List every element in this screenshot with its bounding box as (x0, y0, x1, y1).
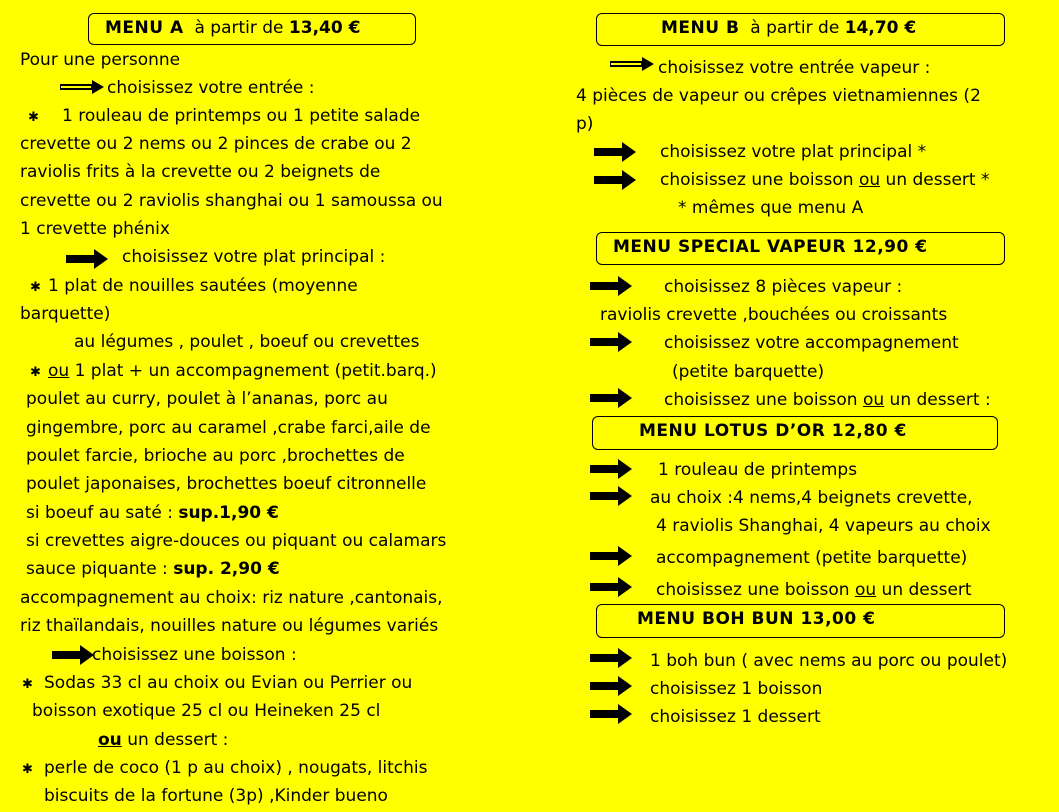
menu-b-starter-line: 4 pièces de vapeur ou crêpes vietnamiennes (2 (576, 86, 981, 106)
menu-a-drink-line: Sodas 33 cl au choix ou Evian ou Perrier ou (44, 673, 413, 693)
menu-a-dish-line: gingembre, porc au caramel ,crabe farci,aile de (26, 418, 431, 438)
menu-b-choose-drink: choisissez une boisson ou un dessert * (660, 170, 990, 190)
asterisk-bullet-icon: ✱ (30, 280, 41, 295)
menu-a-side-line: riz thaïlandais, nouilles nature ou légumes variés (20, 616, 439, 636)
menu-a-or-dessert: ou un dessert : (98, 730, 229, 750)
menu-a-main-line: 1 plat de nouilles sautées (moyenne (48, 276, 358, 296)
menu-a-dessert-line: biscuits de la fortune (3p) ,Kinder bueno (44, 786, 388, 806)
menu-a-main-or-line: ou 1 plat + un accompagnement (petit.barq.) (48, 361, 437, 381)
menu-a-drink-line: boisson exotique 25 cl ou Heineken 25 cl (32, 701, 381, 721)
menu-a-name: MENU A (105, 18, 184, 38)
menu-b-name: MENU B (661, 18, 740, 38)
right-arrow-icon (590, 486, 632, 506)
menu-a-from: à partir de (194, 18, 284, 38)
menu-a-supplement-2-line: si crevettes aigre-douces ou piquant ou calamars (26, 531, 447, 551)
menu-bun-title-box: MENU BOH BUN 13,00 € (596, 604, 1005, 638)
menu-a-title-box (88, 13, 416, 45)
menu-a-starter-line: crevette ou 2 raviolis shanghai ou 1 samoussa ou (20, 191, 443, 211)
menu-vapeur-title-box: MENU SPECIAL VAPEUR 12,90 € (596, 232, 1005, 265)
menu-a-price: 13,40 € (288, 18, 361, 38)
asterisk-bullet-icon: ✱ (28, 110, 39, 125)
menu-b-same-as-note: * mêmes que menu A (678, 198, 864, 218)
right-arrow-icon (590, 276, 632, 296)
right-arrow-icon (594, 142, 636, 162)
right-arrow-icon (590, 332, 632, 352)
menu-a-dish-line: poulet au curry, poulet à l’ananas, porc au (26, 389, 388, 409)
menu-vapeur-side-line: (petite barquette) (672, 362, 825, 382)
menu-a-side-line: accompagnement au choix: riz nature ,cantonais, (20, 588, 443, 608)
menu-a-dessert-line: perle de coco (1 p au choix) , nougats, litchis (44, 758, 428, 778)
menu-b-choose-starter: choisissez votre entrée vapeur : (658, 58, 931, 78)
menu-vapeur-pieces-line: raviolis crevette ,bouchées ou croissants (600, 305, 948, 325)
menu-bun-line: 1 boh bun ( avec nems au porc ou poulet) (650, 651, 1008, 671)
asterisk-bullet-icon: ✱ (22, 677, 33, 692)
menu-bun-line: choisissez 1 dessert (650, 707, 821, 727)
menu-a-dish-line: poulet farcie, brioche au porc ,brochettes de (26, 446, 405, 466)
menu-a-starter-line: raviolis frits à la crevette ou 2 beignets de (20, 162, 381, 182)
menu-a-supplement-2: sauce piquante : sup. 2,90 € (26, 559, 280, 579)
menu-a-main-line: au légumes , poulet , boeuf ou crevettes (74, 332, 420, 352)
menu-vapeur-choose-drink: choisissez une boisson ou un dessert : (664, 390, 991, 410)
menu-a-choose-main: choisissez votre plat principal : (122, 247, 386, 267)
menu-lotus-line: 1 rouleau de printemps (658, 460, 858, 480)
menu-b-price: 14,70 € (844, 18, 917, 38)
right-arrow-icon (590, 704, 632, 724)
right-arrow-icon (590, 546, 632, 566)
menu-lotus-line: 4 raviolis Shanghai, 4 vapeurs au choix (656, 516, 991, 536)
menu-lotus-line: au choix :4 nems,4 beignets crevette, (650, 488, 973, 508)
asterisk-bullet-icon: ✱ (22, 762, 33, 777)
menu-bun-line: choisissez 1 boisson (650, 679, 823, 699)
menu-a-choose-starter: choisissez votre entrée : (107, 78, 315, 98)
menu-b-from: à partir de (750, 18, 840, 38)
right-arrow-icon (60, 80, 104, 94)
right-arrow-icon (590, 676, 632, 696)
menu-vapeur-choose-side: choisissez votre accompagnement (664, 333, 959, 353)
right-arrow-icon (66, 249, 108, 269)
menu-a-choose-drink: choisissez une boisson : (92, 645, 297, 665)
menu-b-starter-line: p) (576, 114, 594, 134)
menu-a-supplement-1: si boeuf au saté : sup.1,90 € (26, 503, 279, 523)
right-arrow-icon (590, 648, 632, 668)
right-arrow-icon (590, 459, 632, 479)
right-arrow-icon (52, 645, 94, 665)
menu-lotus-choose-drink: choisissez une boisson ou un dessert (656, 580, 972, 600)
right-arrow-icon (590, 388, 632, 408)
menu-lotus-title-box: MENU LOTUS D’OR 12,80 € (592, 416, 998, 450)
asterisk-bullet-icon: ✱ (30, 365, 41, 380)
menu-lotus-line: accompagnement (petite barquette) (656, 548, 968, 568)
menu-a-starter-line: crevette ou 2 nems ou 2 pinces de crabe ou 2 (20, 134, 412, 154)
menu-a-dish-line: poulet japonaises, brochettes boeuf citronnelle (26, 474, 427, 494)
menu-b-title-box (596, 13, 1005, 46)
right-arrow-icon (594, 170, 636, 190)
menu-b-choose-main: choisissez votre plat principal * (660, 142, 927, 162)
menu-a-starter-line: 1 crevette phénix (20, 219, 170, 239)
menu-a-main-line: barquette) (20, 304, 111, 324)
right-arrow-icon (590, 577, 632, 597)
menu-a-starter-line: 1 rouleau de printemps ou 1 petite salade (62, 106, 421, 126)
menu-vapeur-choose-pieces: choisissez 8 pièces vapeur : (664, 277, 903, 297)
menu-a-for-one: Pour une personne (20, 50, 181, 70)
right-arrow-icon (610, 57, 654, 71)
